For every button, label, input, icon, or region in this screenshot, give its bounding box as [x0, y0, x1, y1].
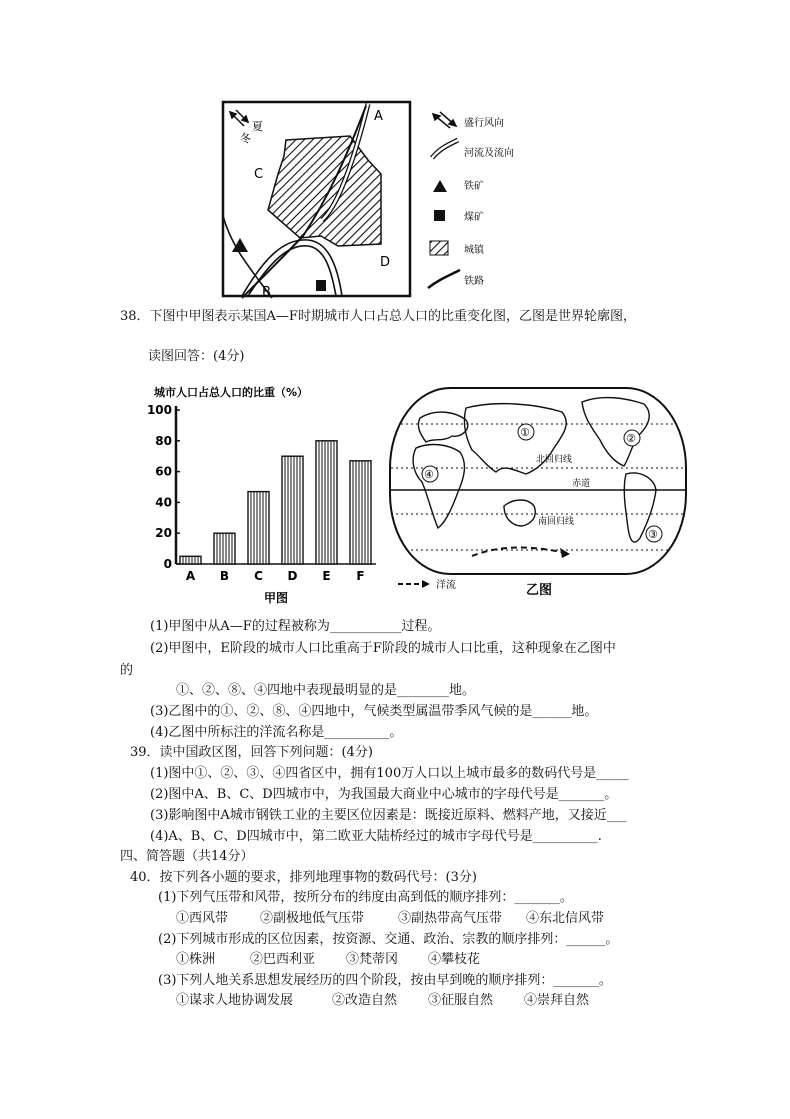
- q40-opt2-d: ④攀枝花: [428, 952, 481, 967]
- world-outline-map: [386, 378, 696, 602]
- bar-D: [282, 456, 303, 564]
- q39-sub2: (2)图中A、B、C、D四城市中，为我国最大商业中心城市的字母代号是_______。: [150, 787, 618, 802]
- y-tick-label: 40: [155, 495, 172, 510]
- bar-E: [316, 441, 337, 564]
- legend-railway: 铁路: [464, 276, 484, 287]
- q38-sub4: (4)乙图中所标注的洋流名称是__________。: [150, 725, 403, 740]
- q40-opt3-d: ④崇拜自然: [524, 993, 590, 1008]
- x-tick-label-C: C: [254, 569, 263, 583]
- q40-opt2-c: ③梵蒂冈: [346, 952, 399, 967]
- q38-sub1: (1)甲图中从A—F的过程被称为___________过程。: [150, 619, 441, 634]
- q39-sub1: (1)图中①、②、③、④四省区中，拥有100万人口以上城市最多的数码代号是_____: [150, 766, 629, 781]
- x-tick-label-E: E: [322, 569, 331, 583]
- x-tick-label-A: A: [185, 569, 196, 583]
- y-tick-label: 20: [155, 526, 172, 541]
- q40-intro: 40．按下列各小题的要求，排列地理事物的数码代号：(3分): [130, 870, 477, 885]
- label-summer: 夏: [252, 120, 263, 133]
- q40-sub1: (1)下列气压带和风带，按所分布的纬度由高到低的顺序排列：_______。: [158, 890, 573, 905]
- q38-intro: 38．下图中甲图表示某国A—F时期城市人口占总人口的比重变化图，乙图是世界轮廓图，: [120, 309, 636, 324]
- legend-coal: 煤矿: [464, 212, 484, 223]
- map-caption: 乙图: [526, 583, 553, 598]
- label-south-tropic: 南回归线: [538, 517, 575, 527]
- coal-mine-square: [316, 280, 326, 291]
- city-location-map: [218, 98, 523, 302]
- label-equator: 赤道: [572, 479, 591, 489]
- label-C: C: [254, 167, 264, 182]
- q40-sub2: (2)下列城市形成的区位因素，按资源、交通、政治、宗教的顺序排列：______。: [158, 932, 619, 947]
- section-4-heading: 四、简答题（共14分）: [120, 849, 254, 864]
- y-tick-label: 60: [155, 464, 172, 479]
- point-3: ③: [648, 528, 658, 541]
- x-tick-label-D: D: [287, 569, 298, 583]
- bar-C: [248, 492, 269, 564]
- label-D: D: [380, 255, 391, 270]
- point-2: ②: [626, 432, 636, 445]
- map-legend: [428, 112, 514, 288]
- x-tick-label-F: F: [356, 569, 365, 583]
- legend-current: 洋流: [436, 580, 456, 591]
- q39-sub4: (4)A、B、C、D四城市中，第二欧亚大陆桥经过的城市字母代号是__________.: [150, 829, 602, 844]
- bar-A: [180, 556, 201, 564]
- q40-opt1-a: ①西风带: [176, 911, 229, 926]
- label-winter: 冬: [240, 132, 251, 145]
- q38-sub2: (2)甲图中，E阶段的城市人口比重高于F阶段的城市人口比重，这种现象在乙图中: [150, 641, 616, 656]
- q38-sub3: (3)乙图中的①、②、⑧、④四地中，气候类型属温带季风气候的是______地。: [150, 704, 598, 719]
- q38-intro2: 读图回答：(4分): [148, 349, 245, 364]
- q40-opt2-b: ②巴西利亚: [250, 952, 316, 967]
- y-tick-label: 0: [163, 557, 172, 571]
- legend-river: 河流及流向: [464, 148, 514, 159]
- bar-F: [350, 461, 371, 564]
- legend-wind: 盛行风向: [464, 118, 504, 129]
- q40-sub3: (3)下列人地关系思想发展经历的四个阶段，按由早到晚的顺序排列：_______。: [158, 973, 612, 988]
- label-A: A: [374, 109, 383, 124]
- q40-opt1-d: ④东北信风带: [526, 911, 605, 926]
- label-north-tropic: 北回归线: [536, 455, 573, 465]
- q40-opt1-c: ③副热带高气压带: [398, 911, 503, 926]
- chart-title: 城市人口占总人口的比重（%）: [154, 386, 309, 399]
- q40-opt3-b: ②改造自然: [332, 993, 398, 1008]
- q40-opt1-b: ②副极地低气压带: [260, 911, 365, 926]
- point-1: ①: [520, 426, 530, 439]
- bar-chart-urban-ratio: [140, 380, 380, 610]
- q40-opt3-a: ①谋求人地协调发展: [176, 993, 294, 1008]
- bar-B: [214, 533, 235, 564]
- x-tick-label-B: B: [219, 569, 230, 583]
- q39-intro: 39．读中国政区图，回答下列问题：(4分): [130, 745, 373, 760]
- legend-town: 城镇: [464, 245, 484, 256]
- chart-xlabel: 甲图: [264, 591, 289, 605]
- label-B: B: [262, 285, 271, 300]
- y-tick-label: 100: [146, 403, 172, 417]
- y-tick-label: 80: [155, 433, 172, 448]
- point-4: ④: [424, 468, 434, 481]
- q39-sub3: (3)影响图中A城市钢铁工业的主要区位因素是：既接近原料、燃料产地，又接近___: [150, 808, 627, 823]
- legend-iron: 铁矿: [464, 181, 484, 192]
- q38-sub2-cont: 的: [120, 663, 134, 678]
- q40-opt2-a: ①株洲: [176, 952, 216, 967]
- q38-sub2-line2: ①、②、⑧、④四地中表现最明显的是________地。: [176, 683, 476, 698]
- q40-opt3-c: ③征服自然: [428, 993, 494, 1008]
